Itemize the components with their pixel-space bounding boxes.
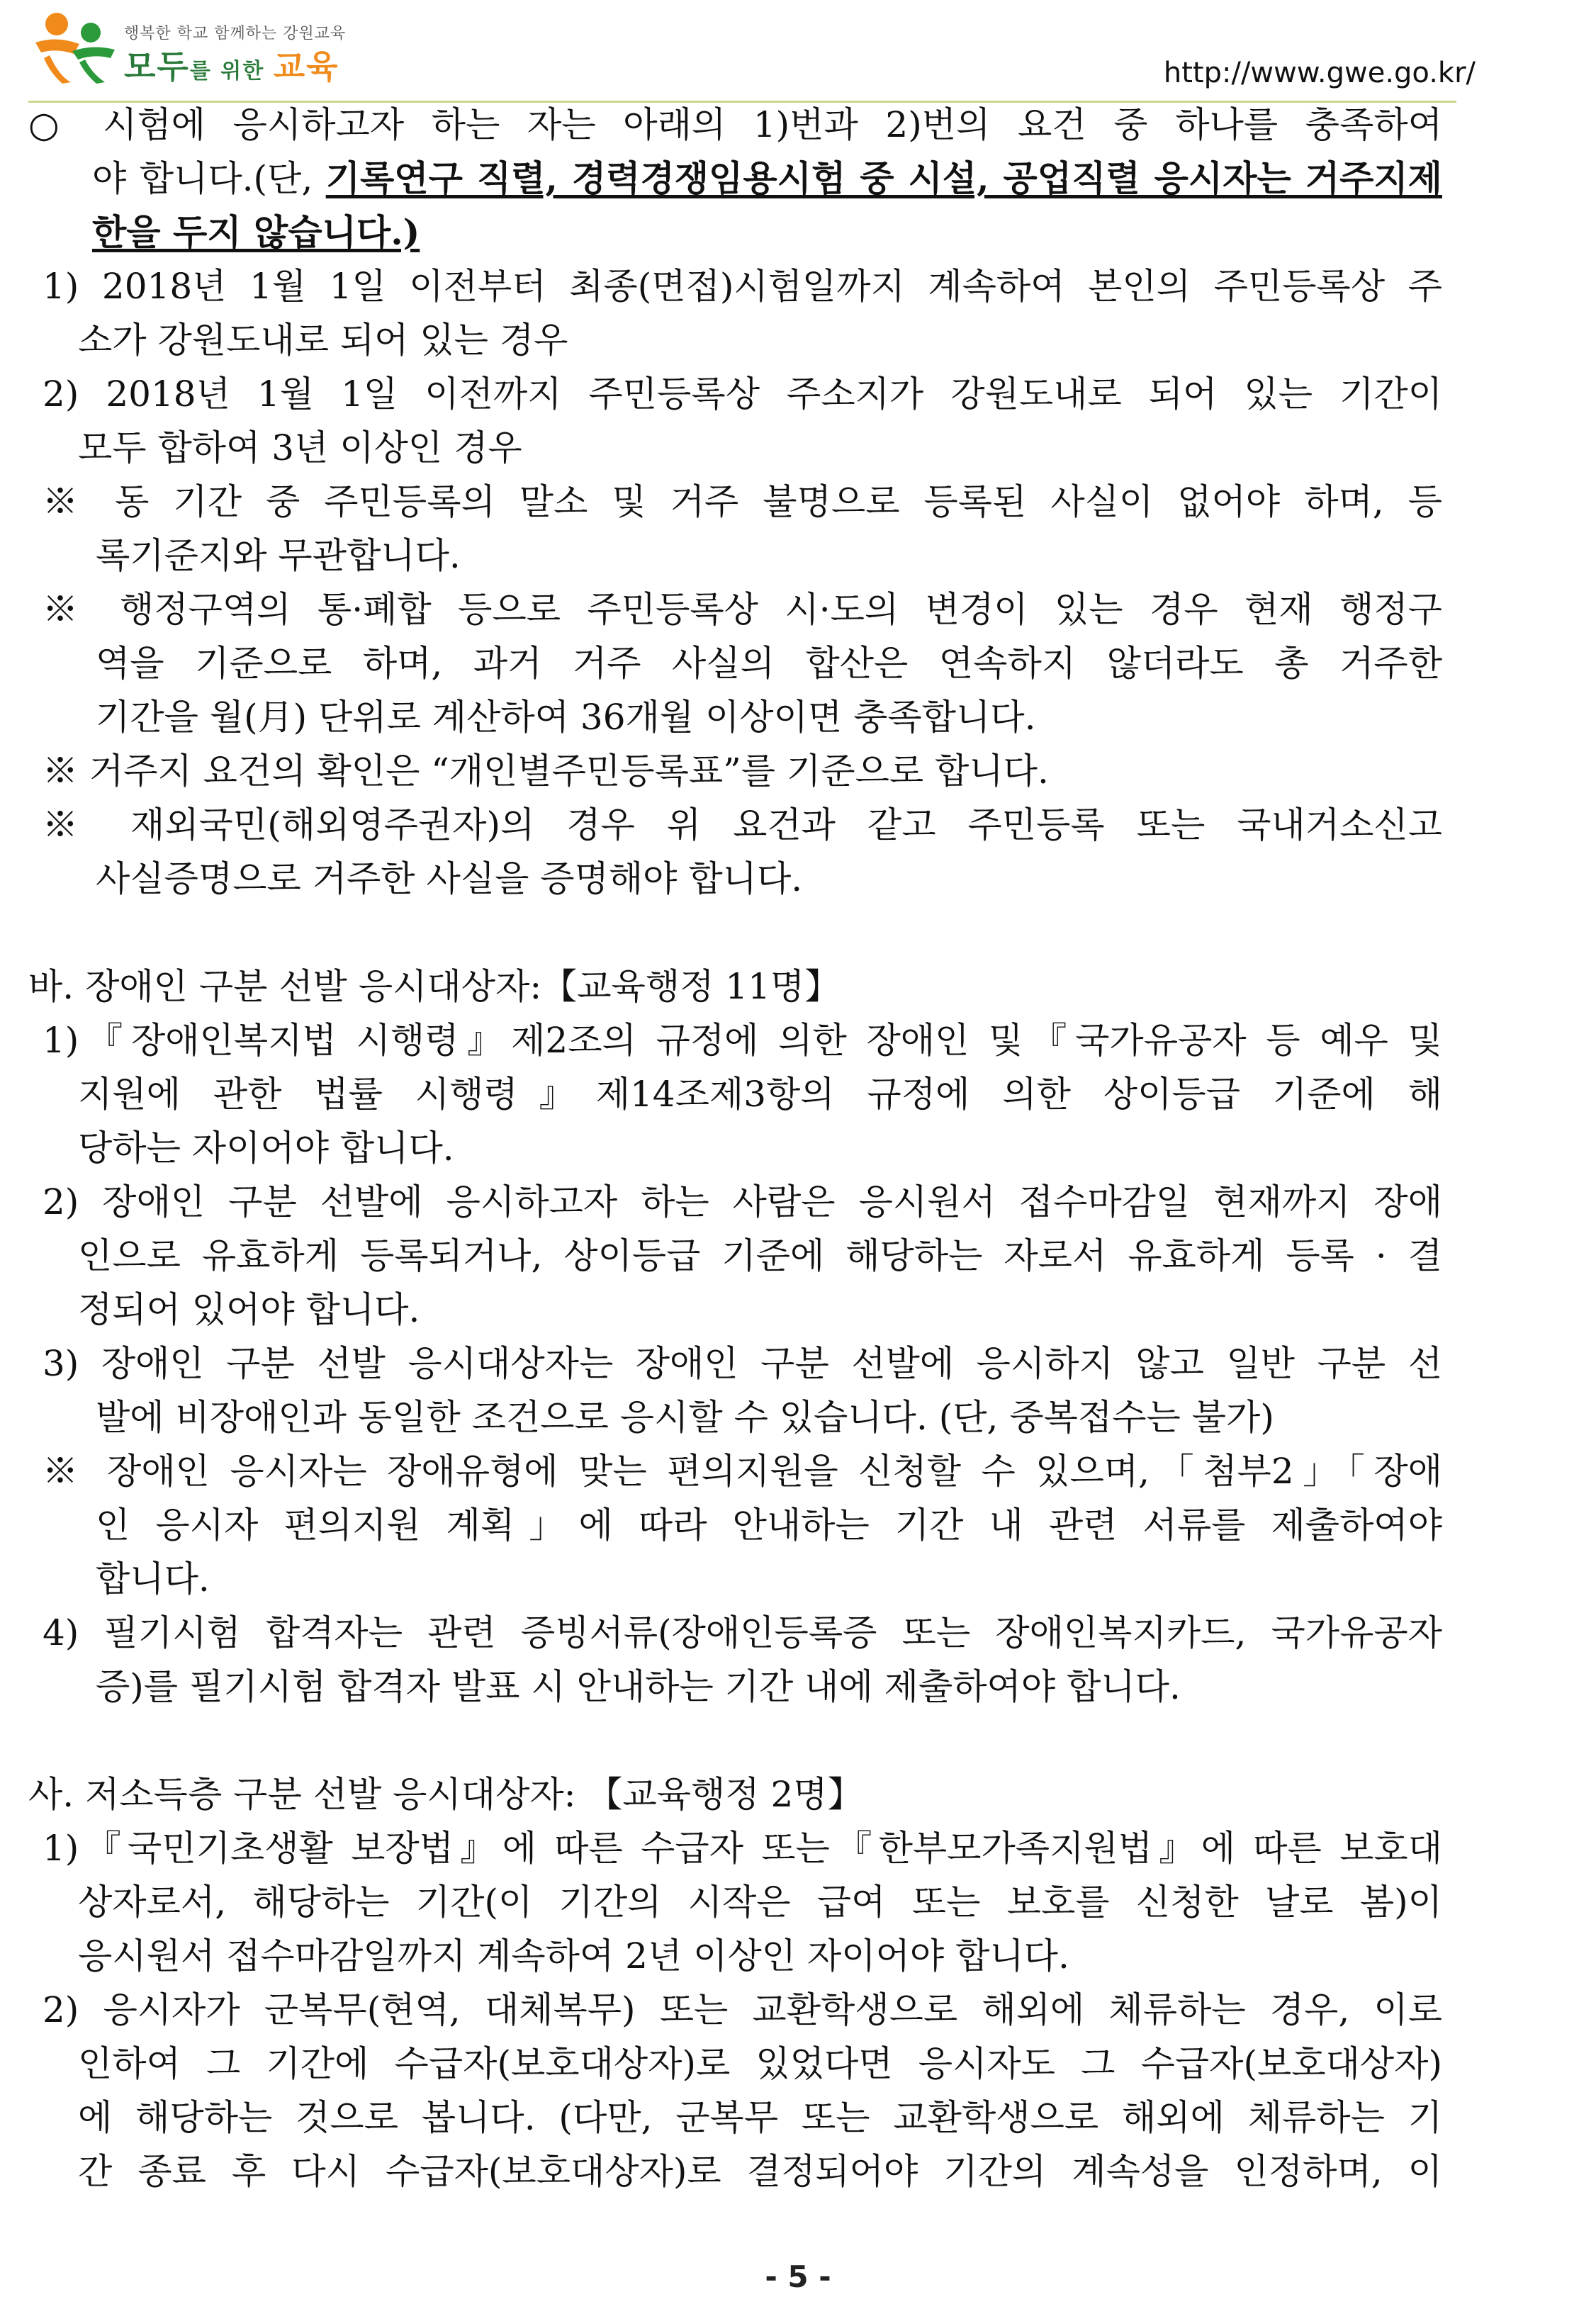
text-line: 1) 2018년 1월 1일 이전부터 최종(면접)시험일까지 계속하여 본인의 주민등록상 주 xyxy=(43,266,1442,307)
text-span: 야 합니다.(단, xyxy=(92,158,326,199)
text-line: 정되어 있어야 합니다. xyxy=(78,1289,420,1330)
note-line: 록기준지와 무관합니다. xyxy=(96,535,461,576)
note-line: ※ 장애인 응시자는 장애유형에 맞는 편의지원을 신청할 수 있으며,「첨부2」「장애 xyxy=(43,1451,1442,1492)
note-line: ※ 행정구역의 통·폐합 등으로 주민등록상 시·도의 변경이 있는 경우 현재 행정구 xyxy=(43,589,1442,630)
text-line: 당하는 자이어야 합니다. xyxy=(78,1128,454,1169)
document-body xyxy=(28,98,1442,2198)
text-line: 인으로 유효하게 등록되거나, 상이등급 기준에 해당하는 자로서 유효하게 등록 · 결 xyxy=(78,1235,1442,1276)
site-url: http://www.gwe.go.kr/ xyxy=(1163,57,1476,89)
text-line: 인하여 그 기간에 수급자(보호대상자)로 있었다면 응시자도 그 수급자(보호대상자) xyxy=(78,2043,1442,2084)
note-line: 사실증명으로 거주한 사실을 증명해야 합니다. xyxy=(96,858,803,899)
note-line: 인 응시자 편의지원 계획」에 따라 안내하는 기간 내 관련 서류를 제출하여야 xyxy=(96,1505,1442,1546)
page-number: - 5 - xyxy=(765,2259,831,2294)
underlined-text: 한을 두지 않습니다.) xyxy=(92,211,420,253)
note-line: ※ 동 기간 중 주민등록의 말소 및 거주 불명으로 등록된 사실이 없어야 하며, 등 xyxy=(43,481,1442,522)
text-line: 3) 장애인 구분 선발 응시대상자는 장애인 구분 선발에 응시하지 않고 일반 구분 선 xyxy=(43,1343,1442,1384)
note-line: ※ 거주지 요건의 확인은 “개인별주민등록표”를 기준으로 합니다. xyxy=(43,751,1049,792)
text-line: 모두 합하여 3년 이상인 경우 xyxy=(78,427,522,468)
note-line: 기간을 월(月) 단위로 계산하여 36개월 이상이면 충족합니다. xyxy=(96,697,1036,738)
text-line: ○ 시험에 응시하고자 하는 자는 아래의 1)번과 2)번의 요건 중 하나를 충족하여 xyxy=(28,104,1442,145)
text-line xyxy=(28,152,1442,206)
text-line: 1)『국민기초생활 보장법』에 따른 수급자 또는『한부모가족지원법』에 따른 보호대 xyxy=(43,1828,1442,1869)
text-line: 상자로서, 해당하는 기간(이 기간의 시작은 급여 또는 보호를 신청한 날로 봄)이 xyxy=(78,1882,1442,1923)
spacer xyxy=(28,906,1442,960)
logo-tagline: 행복한 학교 함께하는 강원교육 xyxy=(124,25,347,43)
text-line: 4) 필기시험 합격자는 관련 증빙서류(장애인등록증 또는 장애인복지카드, 국가유공자 xyxy=(43,1612,1442,1653)
underlined-text: 기록연구 직렬, 경력경쟁임용시험 중 시설, 공업직렬 응시자는 거주지제 xyxy=(325,157,1442,199)
note-line: 합니다. xyxy=(96,1558,210,1600)
section-heading: 바. 장애인 구분 선발 응시대상자:【교육행정 11명】 xyxy=(28,966,841,1007)
logo-title-part: 를 위한 xyxy=(189,59,274,84)
text-line: 1)『장애인복지법 시행령』제2조의 규정에 의한 장애인 및『국가유공자 등 예우 및 xyxy=(43,1020,1442,1061)
text-line: 지원에 관한 법률 시행령』제14조제3항의 규정에 의한 상이등급 기준에 해 xyxy=(78,1074,1442,1115)
text-line: 소가 강원도내로 되어 있는 경우 xyxy=(78,320,568,361)
text-line: 2) 장애인 구분 선발에 응시하고자 하는 사람은 응시원서 접수마감일 현재까지 장애 xyxy=(43,1181,1442,1222)
note-line: ※ 재외국민(해외영주권자)의 경우 위 요건과 같고 주민등록 또는 국내거소신고 xyxy=(43,804,1442,845)
text-line: 간 종료 후 다시 수급자(보호대상자)로 결정되어야 기간의 계속성을 인정하며, 이 xyxy=(78,2151,1442,2192)
note-line: 역을 기준으로 하며, 과거 거주 사실의 합산은 연속하지 않더라도 총 거주한 xyxy=(96,643,1442,684)
text-line: 발에 비장애인과 동일한 조건으로 응시할 수 있습니다. (단, 중복접수는 불가) xyxy=(96,1397,1274,1438)
logo-title xyxy=(124,41,339,88)
text-line xyxy=(28,206,1442,259)
text-line: 증)를 필기시험 합격자 발표 시 안내하는 기간 내에 제출하여야 합니다. xyxy=(96,1666,1181,1707)
text-line: 2) 2018년 1월 1일 이전까지 주민등록상 주소지가 강원도내로 되어 있는 기간이 xyxy=(43,373,1442,415)
text-line: 2) 응시자가 군복무(현역, 대체복무) 또는 교환학생으로 해외에 체류하는 경우, 이로 xyxy=(43,1989,1442,2030)
page-header xyxy=(0,0,1596,106)
text-line: 에 해당하는 것으로 봅니다. (다만, 군복무 또는 교환학생으로 해외에 체류하는 기 xyxy=(78,2097,1443,2138)
gwe-logo-icon xyxy=(28,9,120,86)
logo-title-part: 교육 xyxy=(273,47,339,86)
section-heading: 사. 저소득층 구분 선발 응시대상자: 【교육행정 2명】 xyxy=(28,1774,863,1815)
spacer xyxy=(28,1714,1442,1767)
text-line: 응시원서 접수마감일까지 계속하여 2년 이상인 자이어야 합니다. xyxy=(78,1935,1069,1977)
logo-title-part: 모두 xyxy=(124,47,190,86)
